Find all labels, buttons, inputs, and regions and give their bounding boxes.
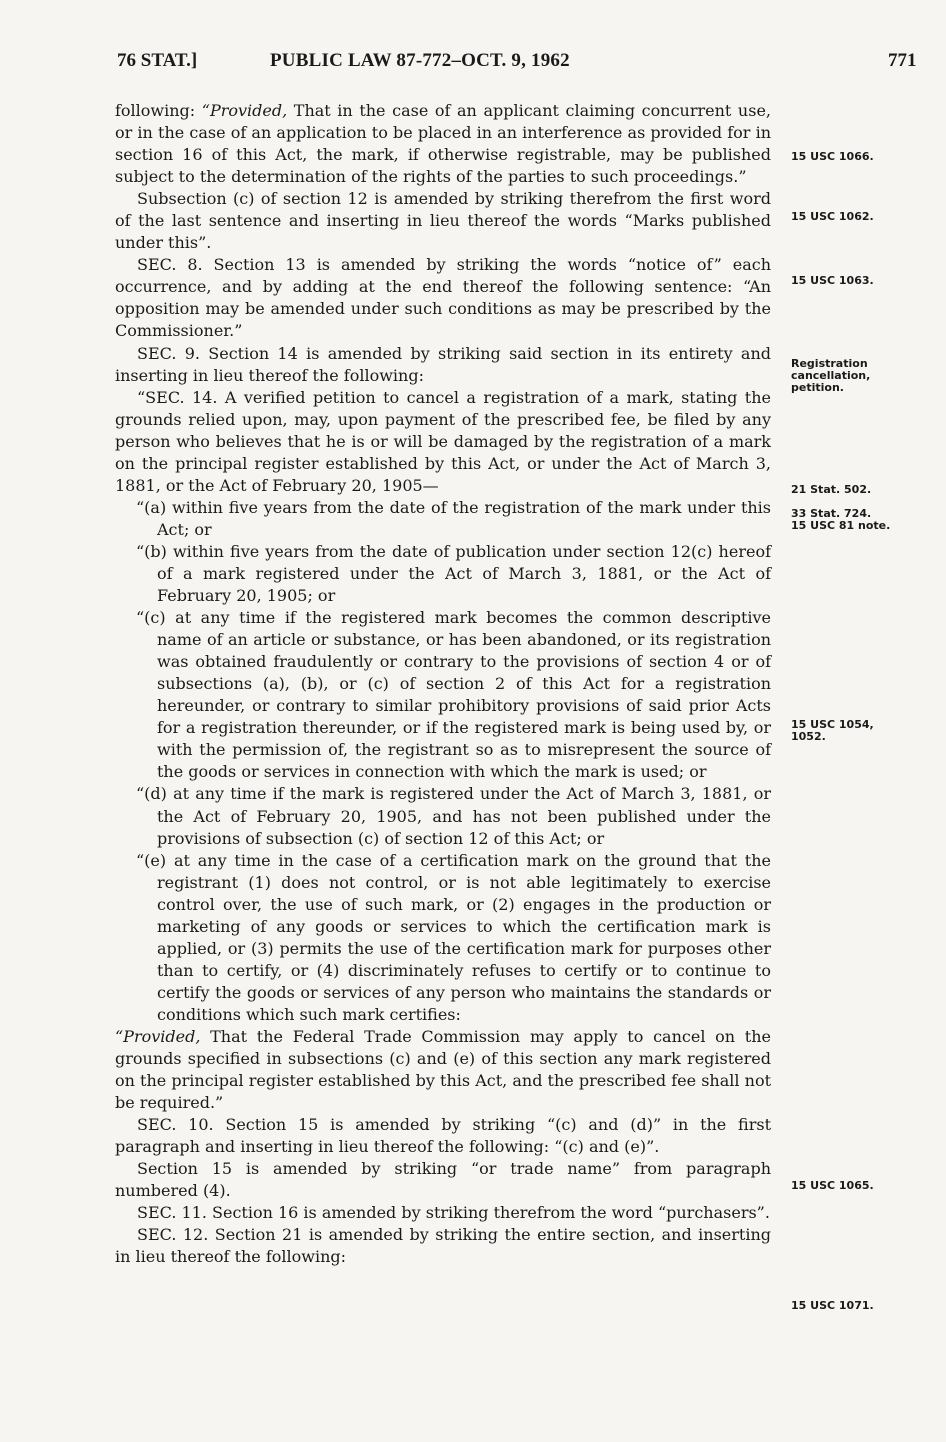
paragraph-sec-9: SEC. 9. Section 14 is amended by striking said section in its entirety and inserting in lieu thereof the following: xyxy=(115,343,771,385)
text-emphasis: “Provided, xyxy=(201,101,288,120)
paragraph-sec-8: SEC. 8. Section 13 is amended by striking the words “notice of” each occurrence, and by adding at the end thereof the following sentence: “An opposition may be amended under such conditions as may be prescribed by the Commissioner.” xyxy=(115,255,771,341)
paragraph-provided-concurrent-use xyxy=(115,100,771,188)
margin-note-line: Registration xyxy=(791,357,868,370)
paragraph-sec-14: “SEC. 14. A verified petition to cancel a registration of a mark, stating the grounds relied upon, may, upon payment of the prescribed fee, be filed by any person who believes that he is or will be damaged by the registration of a mark on the principal register established by this Act, or under the Act of March 3, 1881, or the Act of February 20, 1905— xyxy=(115,387,771,495)
margin-note-1065: 15 USC 1065. xyxy=(791,1179,874,1192)
margin-note-1054: 15 USC 1054, 1052. xyxy=(791,718,874,743)
header-volume: 76 STAT.] xyxy=(117,50,198,71)
margin-note-21-stat: 21 Stat. 502. xyxy=(791,483,872,496)
margin-note-line: 15 USC 81 note. xyxy=(791,519,891,532)
paragraph-sec-12: SEC. 12. Section 21 is amended by striking the entire section, and inserting in lieu thereof the following: xyxy=(115,1225,771,1267)
clause-c: “(c) at any time if the registered mark becomes the common descriptive name of an article or substance, or has been abandoned, or its registration was obtained fraudulently or contrary to the provisions of section 4 or of subsections (a), (b), or (c) of section 2 of this Act for a registration hereunder, or contrary to similar prohibitory provisions of said prior Acts for a registration thereunder, or if the registered mark is being used by, or with the permission of, the registrant so as to misrepresent the source of the goods or services in connection with which the mark is used; or xyxy=(136,608,771,782)
text-rest: That the Federal Trade Commission may apply to cancel on the grounds specified in subsections (c) and (e) of this section any mark registered on the principal register established by this Act, and the prescribed fee shall not be required.” xyxy=(115,1026,771,1113)
clause-e: “(e) at any time in the case of a certification mark on the ground that the registrant (1) does not control, or is not able legitimately to exercise control over, the use of such mark, or (2) engages in the production or marketing of any goods or services to which the certification mark is applied, or (3) permits the use of the certification mark for purposes other than to certify, or (4) discriminately refuses to certify or to continue to certify the goods or services of any person who maintains the standards or conditions which such mark certifies: xyxy=(136,850,771,1024)
paragraph-sec-11: SEC. 11. Section 16 is amended by striking therefrom the word “purchasers”. xyxy=(137,1203,770,1223)
margin-note-1066: 15 USC 1066. xyxy=(791,150,874,163)
paragraph-sec-10: SEC. 10. Section 15 is amended by striking “(c) and (d)” in the first paragraph and inserting in lieu thereof the following: “(c) and (e)”. xyxy=(115,1115,771,1157)
clause-b: “(b) within five years from the date of publication under section 12(c) hereof of a mark registered under the Act of March 3, 1881, or the Act of February 20, 1905; or xyxy=(136,541,771,606)
margin-note-registration-cancellation xyxy=(791,358,870,394)
text-emphasis: “Provided, xyxy=(115,1026,201,1046)
paragraph-subsection-12c: Subsection (c) of section 12 is amended by striking therefrom the first word of the last sentence and inserting in lieu thereof the words “Marks published under this”. xyxy=(115,189,771,253)
header-title: PUBLIC LAW 87-772–OCT. 9, 1962 xyxy=(270,50,570,71)
paragraph-provided-ftc xyxy=(115,1026,771,1114)
margin-note-line: petition. xyxy=(791,381,844,394)
margin-note-1063: 15 USC 1063. xyxy=(791,274,874,287)
clause-d: “(d) at any time if the mark is registered under the Act of March 3, 1881, or the Act of February 20, 1905, and has not been published under the provisions of subsection (c) of section 12 of this Act; or xyxy=(136,784,771,848)
margin-note-1071: 15 USC 1071. xyxy=(791,1299,874,1312)
paragraph-sec-15-amend: Section 15 is amended by striking “or trade name” from paragraph numbered (4). xyxy=(115,1159,771,1201)
margin-note-line: 33 Stat. 724. xyxy=(791,507,872,520)
text-lead: following: xyxy=(115,101,202,120)
body-text xyxy=(115,100,771,1268)
text-rest: That in the case of an applicant claiming concurrent use, or in the case of an application to be placed in an interference as provided for in section 16 of this Act, the mark, if otherwise registrable, may be published subject to the determination of the rights of the parties to such proceedings.” xyxy=(115,101,771,187)
clause-a: “(a) within five years from the date of the registration of the mark under this Act; or xyxy=(136,497,771,539)
margin-note-line: cancellation, xyxy=(791,369,871,382)
page-number: 771 xyxy=(888,50,917,71)
margin-note-33-stat xyxy=(791,508,890,532)
margin-note-1062: 15 USC 1062. xyxy=(791,210,874,223)
